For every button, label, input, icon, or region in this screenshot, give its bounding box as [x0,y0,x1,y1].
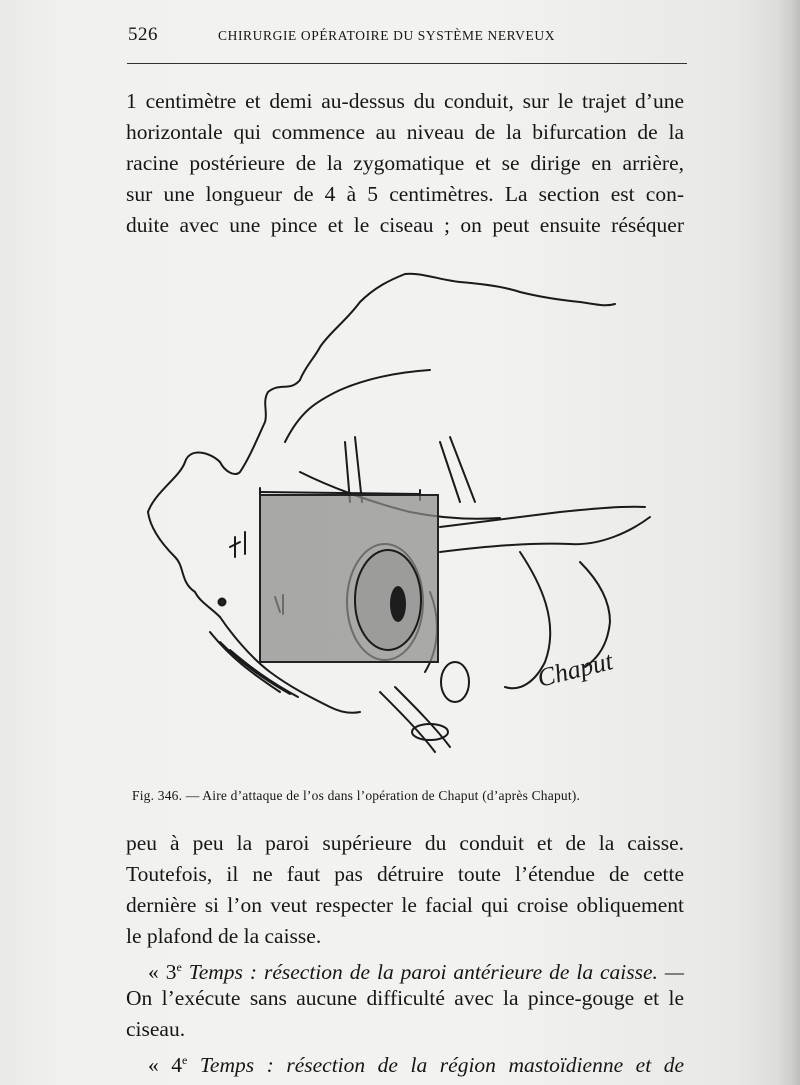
text-line: Toutefois, il ne faut pas détruire toute l’étendue de cette [126,862,684,886]
step-superscript: e [176,960,182,974]
step-lead: « 3 [148,960,177,985]
text-line: 1 centimètre et demi au-dessus du conduit, sur le trajet d’une [126,89,684,113]
text-line: sur une longueur de 4 à 5 centimètres. La section est con- [126,182,684,206]
text-line: On l’exécute sans aucune difficulté avec la pince-gouge et le [126,986,684,1010]
skull-outline [148,274,615,512]
step-superscript: e [182,1053,188,1067]
step-title: Temps : résection de la paroi antérieure de la caisse. — [188,960,684,985]
header-rule [127,63,687,64]
text-line: ciseau. [126,1017,186,1041]
text-line [126,1045,684,1081]
page-header [128,24,688,48]
text-line: dernière si l’on veut respecter le facial qui croise obliquement [126,893,684,917]
page-number: 526 [128,24,158,45]
artist-signature: Chaput [534,646,616,693]
anatomical-illustration [140,262,685,782]
page-edge-shadow [778,0,800,1085]
step-lead: « 4 [148,1053,183,1078]
step-title: Temps : résection de la région mastoïdienne et de [199,1053,685,1078]
figure-caption: Fig. 346. — Aire d’attaque de l’os dans l’opération de Chaput (d’après Chaput). [132,788,581,803]
running-title: CHIRURGIE OPÉRATOIRE DU SYSTÈME NERVEUX [218,28,556,43]
text-line: horizontale qui commence au niveau de la bifurcation de la [126,120,684,144]
text-line: duite avec une pince et le ciseau ; on peut ensuite réséquer [126,213,684,237]
text-line: le plafond de la caisse. [126,924,322,948]
text-line: peu à peu la paroi supérieure du conduit et de la caisse. [126,831,684,855]
text-line: racine postérieure de la zygomatique et se dirige en arrière, [126,151,684,175]
